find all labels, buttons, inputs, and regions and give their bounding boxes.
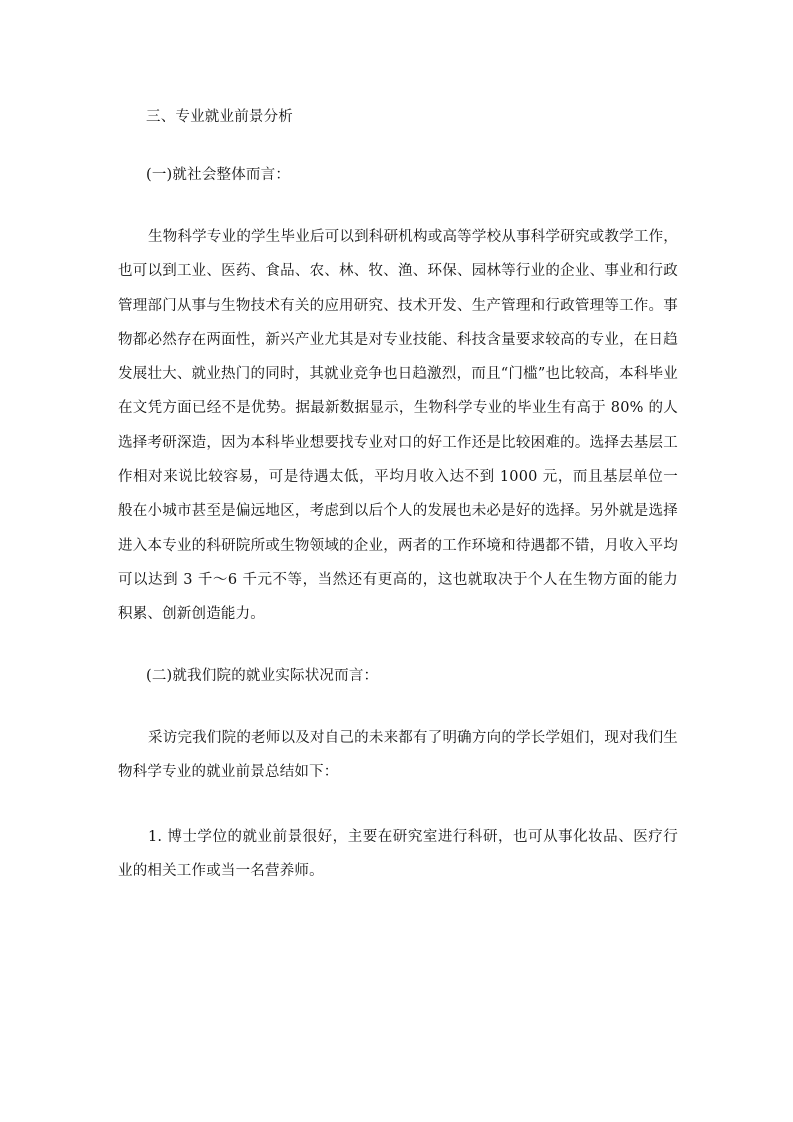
paragraph-society-outlook: 生物科学专业的学生毕业后可以到科研机构或高等学校从事科学研究或教学工作，也可以到工业、医药、食品、农、林、牧、渔、环保、园林等行业的企业、事业和行政管理部门从事与生物技术有关的应用研究、技术开发、生产管理和行政管理等工作。事物都必然存在两面性，新兴产业尤其是对专业技能、科技含量要求较高的专业，在日趋发展壮大、就业热门的同时，其就业竞争也日趋激烈，而且“门槛”也比较高，本科毕业在文凭方面已经不是优势。据最新数据显示，生物科学专业的毕业生有高于 80% 的人选择考研深造，因为本科毕业想要找专业对口的好工作还是比较困难的。选择去基层工作相对来说比较容易，可是待遇太低，平均月收入达不到 1000 元，而且基层单位一般在小城市甚至是偏远地区，考虑到以后个人的发展也未必是好的选择。另外就是选择进入本专业的科研院所或生物领域的企业，两者的工作环境和待遇都不错，月收入平均可以达到 3 千～6 千元不等，当然还有更高的，这也就取决于个人在生物方面的能力积累、创新创造能力。 <box>118 229 678 623</box>
section-title: 三、专业就业前景分析 <box>146 109 293 125</box>
paragraph-college-intro: 采访完我们院的老师以及对自己的未来都有了明确方向的学长学姐们，现对我们生物科学专业的就业前景总结如下： <box>118 729 678 780</box>
document-body <box>118 104 678 919</box>
list-item-phd: 1. 博士学位的就业前景很好，主要在研究室进行科研，也可从事化妆品、医疗行业的相关工作或当一名营养师。 <box>118 828 678 879</box>
subsection-title-college: (二)就我们院的就业实际状况而言： <box>146 667 379 684</box>
subsection-title-society: (一)就社会整体而言： <box>146 167 291 183</box>
